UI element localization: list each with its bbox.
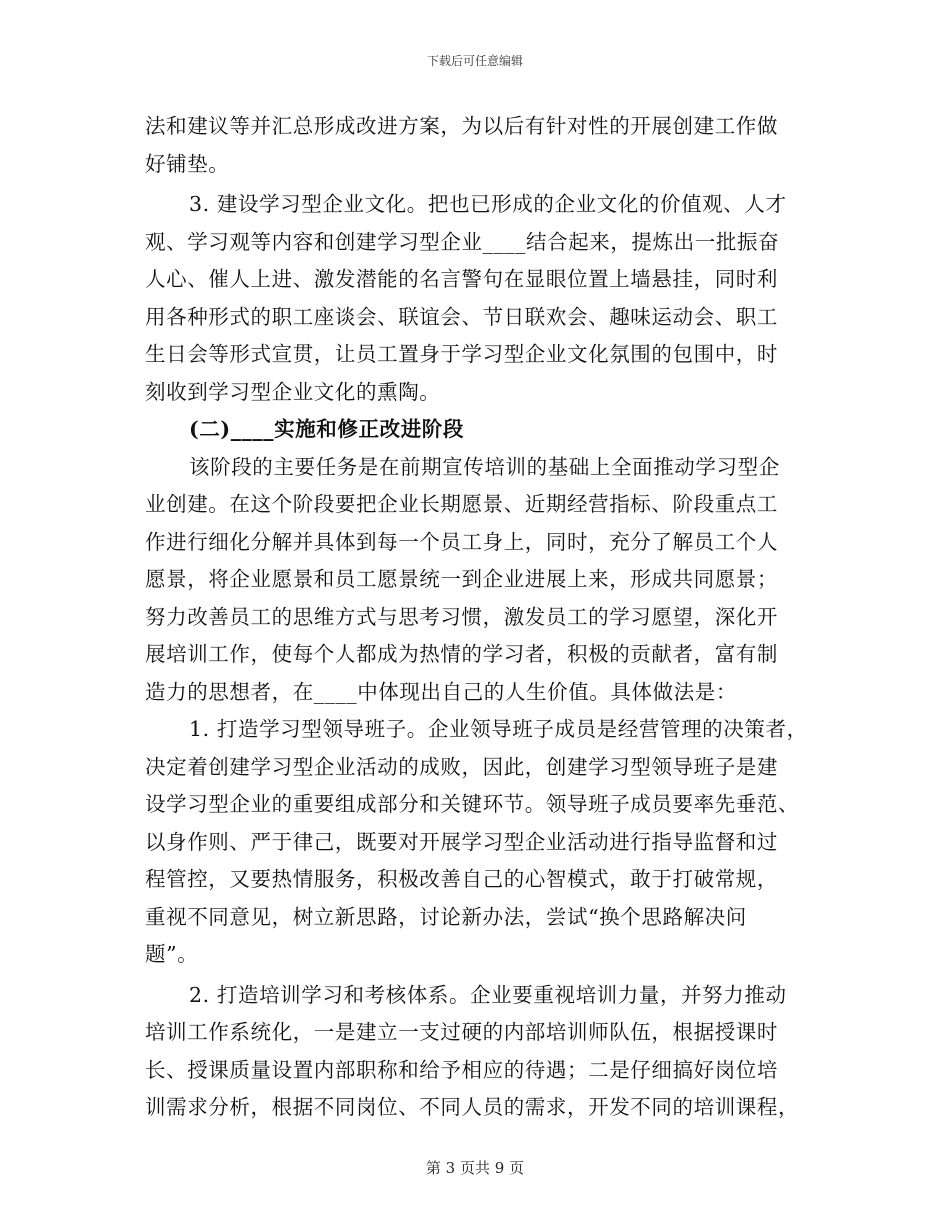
paragraph-line: 以身作则、严于律己，既要对开展学习型企业活动进行指导监督和过 <box>145 829 778 854</box>
paragraph-line: 刻收到学习型企业文化的熏陶。 <box>145 379 441 404</box>
paragraph-line: 用各种形式的职工座谈会、联谊会、节日联欢会、趣味运动会、职工 <box>145 304 778 329</box>
paragraph-line: 题”。 <box>145 942 199 966</box>
paragraph-line: 人心、催人上进、激发潜能的名言警句在显眼位置上墙悬挂，同时利 <box>145 267 778 291</box>
paragraph-line: 重视不同意见，树立新思路，讨论新办法，尝试“换个思路解决问 <box>145 904 747 929</box>
paragraph-line: 训需求分析，根据不同岗位、不同人员的需求，开发不同的培训课程， <box>145 1095 800 1119</box>
paragraph-line: 愿景，将企业愿景和员工愿景统一到企业进展上来，形成共同愿景； <box>145 567 778 591</box>
paragraph-line: 努力改善员工的思维方式与思考习惯，激发员工的学习愿望，深化开 <box>145 604 778 629</box>
paragraph-line: 1. 打造学习型领导班子。企业领导班子成员是经营管理的决策者， <box>189 717 808 741</box>
paragraph-line: 生日会等形式宣贯，让员工置身于学习型企业文化氛围的包围中，时 <box>145 342 778 366</box>
paragraph-line: 造力的思想者，在____中体现出自己的人生价值。具体做法是： <box>145 679 737 704</box>
page-footer: 第 3 页共 9 页 <box>425 1159 525 1177</box>
paragraph-line: 观、学习观等内容和创建学习型企业____结合起来，提炼出一批振奋 <box>145 229 780 254</box>
paragraph-line: 业创建。在这个阶段要把企业长期愿景、近期经营指标、阶段重点工 <box>145 492 778 516</box>
paragraph-line: 好铺垫。 <box>145 151 230 176</box>
page-header: 下载后可任意编辑 <box>426 54 523 68</box>
paragraph-line: 该阶段的主要任务是在前期宣传培训的基础上全面推动学习型企 <box>189 454 780 479</box>
paragraph-line: 法和建议等并汇总形成改进方案，为以后有针对性的开展创建工作做 <box>145 114 778 138</box>
paragraph-line: 培训工作系统化，一是建立一支过硬的内部培训师队伍，根据授课时 <box>145 1020 778 1044</box>
paragraph-line: 长、授课质量设置内部职称和给予相应的待遇；二是仔细搞好岗位培 <box>145 1057 778 1082</box>
paragraph-line: 设学习型企业的重要组成部分和关键环节。领导班子成员要率先垂范、 <box>145 792 800 816</box>
paragraph-line: 程管控，又要热情服务，积极改善自己的心智模式，敢于打破常规， <box>145 867 778 891</box>
paragraph-line: 展培训工作，使每个人都成为热情的学习者，积极的贡献者，富有制 <box>145 642 778 666</box>
section-heading: (二)____实施和修正改进阶段 <box>189 417 464 441</box>
paragraph-line: 决定着创建学习型企业活动的成败，因此，创建学习型领导班子是建 <box>145 754 778 779</box>
paragraph-line: 3. 建设学习型企业文化。把也已形成的企业文化的价值观、人才 <box>189 192 787 216</box>
document-body <box>145 108 808 1127</box>
paragraph-line: 2. 打造培训学习和考核体系。企业要重视培训力量，并努力推动 <box>189 982 787 1007</box>
paragraph-line: 作进行细化分解并具体到每一个员工身上，同时，充分了解员工个人 <box>145 529 778 554</box>
